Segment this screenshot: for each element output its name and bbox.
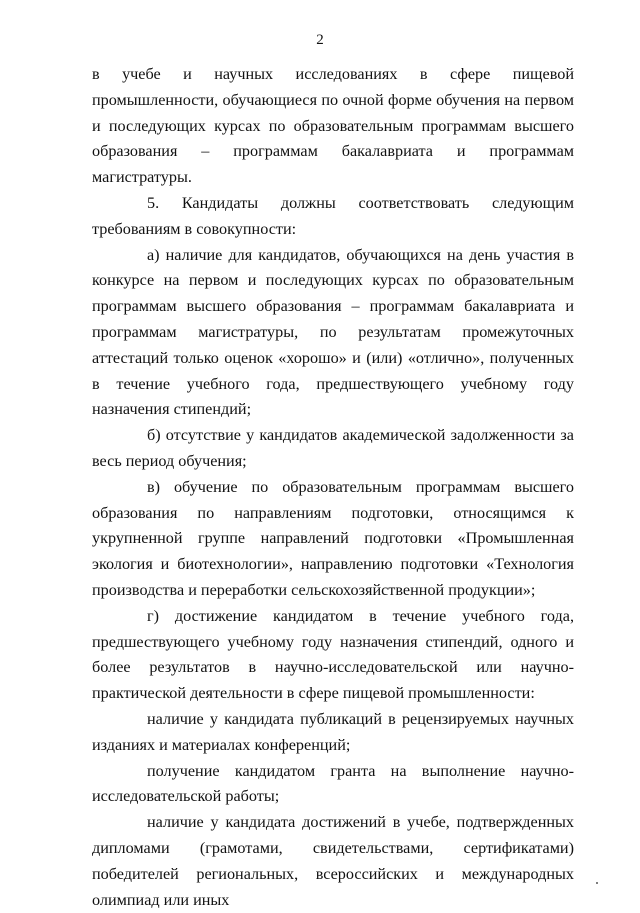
paragraph-intro-continuation: в учебе и научных исследованиях в сфере пищевой промышленности, обучающиеся по очной форме обучения на первом и последующих курсах по образовательным программам высшего образования – программам бакалавриата и программам магистратуры. — [92, 65, 574, 187]
paragraph-item-5: 5. Кандидаты должны соответствовать следующим требованиям в совокупности: — [92, 193, 574, 238]
paragraph-achievements: наличие у кандидата достижений в учебе, подтвержденных дипломами (грамотами, свидетельствами, сертификатами) победителей региональных, всероссийских и международных олимпиад или иных — [92, 813, 574, 909]
scan-speck — [596, 882, 598, 884]
paragraph-requirement-b: б) отсутствие у кандидатов академической задолженности за весь период обучения; — [92, 426, 574, 470]
paragraph-requirement-v: в) обучение по образовательным программам высшего образования по направлениям подготовки, относящимся к укрупненной группе направлений подготовки «Промышленная экология и биотехнологии», направлению подготовки «Технология производства и переработки сельскохозяйственной продукции»; — [92, 477, 574, 599]
page-number: 2 — [316, 32, 324, 48]
paragraph-publications: наличие у кандидата публикаций в рецензируемых научных изданиях и материалах конференций; — [92, 709, 574, 754]
paragraph-requirement-g: г) достижение кандидатом в течение учебного года, предшествующего учебному году назначения стипендий, одного и более результатов в научно-исследовательской или научно-практической деятельности в сфере пищевой промышленности: — [92, 606, 574, 703]
paragraph-requirement-a: а) наличие для кандидатов, обучающихся на день участия в конкурсе на первом и последующих курсах по образовательным программам высшего образования – программам бакалавриата и программам магистратуры, по результатам промежуточных аттестаций только оценок «хорошо» и (или) «отлично», полученных в течение учебного года, предшествующего учебному году назначения стипендий; — [92, 245, 574, 419]
document-body — [92, 62, 574, 913]
paragraph-grant: получение кандидатом гранта на выполнение научно-исследовательской работы; — [92, 761, 574, 806]
